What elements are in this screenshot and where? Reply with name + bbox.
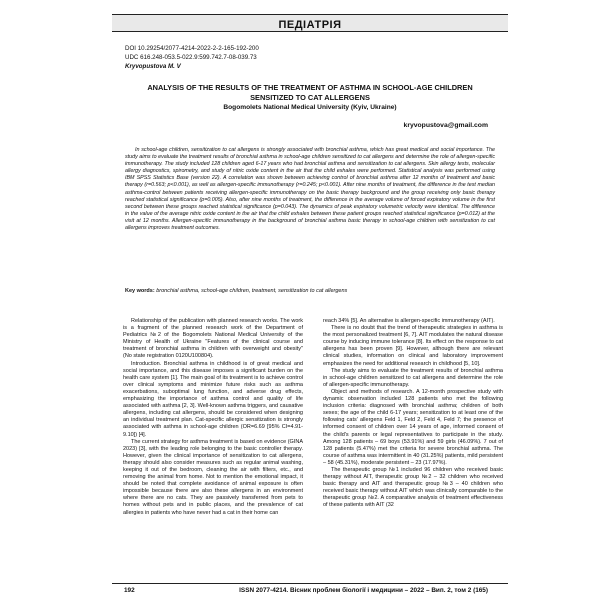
udc-line: UDC 616.248-053.5-022.9:599.742.7-08-039.73 <box>125 54 257 61</box>
article-title: ANALYSIS OF THE RESULTS OF THE TREATMENT OF ASTHMA IN SCHOOL-AGE CHILDREN SENSITIZED TO CAT ALLERGENS <box>147 83 473 102</box>
paragraph-methods: Object and methods of research. A 12-month prospective study with dynamic observation included 128 patients who met the following inclusion criteria: diagnosed with bronchial asthma; children of both sexes; the age of the child 6-17 years; sensitization to at least one of the following cats' allergens Feld 1, Feld 2, Feld 4, Feld 7; the presence of informed consent of children over 14 years of age, informed consent of the child's parents or legal representatives to participate in the study. Among 128 patients – 69 boys (53.91%) and 59 girls (46.09%). 7 out of 128 patients (5.47%) met the criteria for severe bronchial asthma. The course of asthma was intermittent in 40 (31.25%) patients, mild persistent – 58 (45.31%), moderate persistent – 23 (17.97%). <box>323 388 503 466</box>
footer-divider <box>112 583 508 584</box>
right-column <box>323 318 503 510</box>
left-column <box>123 318 303 517</box>
paragraph-trend: There is no doubt that the trend of therapeutic strategies in asthma is the most personalized treatment [6, 7]. AIT modulates the natural disease course by inducing immune tolerance [8]. Its effect on the response to cat allergens has been proven [9]. However, although there are relevant clinical studies, information on clinical and laboratory improvement emphasizes the need for additional research in childhood [5, 10]. <box>323 325 503 367</box>
paragraph-aim: The study aims to evaluate the treatment results of bronchial asthma in school-age children sensitized to cat allergens and determine the role of allergen-specific immunotherapy. <box>323 367 503 388</box>
paragraph-strategy: The current strategy for asthma treatment is based on evidence (GINA 2023) [3], with the leading role belonging to the basic controller therapy. However, given the clinical importance of sensitization to cat allergens, therapy should also consider measures such as regular animal washing, keeping it out of the bedroom, cleaning the air with filters, etc., and removing the animal from home. Not to mention the emotional impact, it should be noted that complete avoidance of animal exposure is often impossible because there are also these allergens in an environment where there are no cats. They are passively transferred from pets to homes without pets and in public places, and the prevalence of cat allergies in patients who have never had a cat in their home can <box>123 438 303 516</box>
keywords <box>125 288 495 295</box>
paragraph-groups: The therapeutic group №1 included 96 children who received basic therapy without AIT, therapeutic group №2 – 32 children who received basic therapy and AIT and therapeutic group №3 – 40 children who received basic therapy without AIT which was clinically comparable to the therapeutic group №2. A comparative analysis of treatment effectiveness of these patients with AIT (32 <box>323 466 503 509</box>
page-number: 192 <box>124 587 135 594</box>
doi-line: DOI 10.29254/2077-4214-2022-2-2-165-192-200 <box>125 45 259 52</box>
paragraph-relationship: Relationship of the publication with planned research works. The work is a fragment of the planned research work of the Department of Pediatrics №2 of the Bogomolets National Medical University of the Ministry of Health of Ukraine "Features of the clinical course and treatment of bronchial asthma in children with overweight and obesity" (No state registration 0120U100804). <box>123 318 303 360</box>
author-name: Kryvopustova M. V <box>125 63 181 70</box>
author-email: kryvopustova@gmail.com <box>403 122 488 129</box>
keywords-text: bronchial asthma, school-age children, treatment, sensitization to cat allergens <box>156 288 348 294</box>
abstract: In school-age children, sensitization to cat allergens is strongly associated with bronchial asthma, which has great medical and social importance. The study aims to evaluate the treatment results of bronchial asthma in school-age children sensitized to cat allergens and determine the role of allergen-specific immunotherapy. The study included 128 children aged 6-17 years who had bronchial asthma and sensitization to cat allergens. Skin allergy tests, molecular allergy diagnostics, spirometry, and study of nitric oxide content in the air that the child exhales were performed. Statistical analysis was performed using IBM SPSS Statistics Base (version 22). A correlation was shown between achieving control of bronchial asthma after 12 months of treatment and basic therapy (r=0.563; p<0.001), as well as allergen-specific immunotherapy (r=0.245; p<0.001). After nine months of treatment, the difference in the test median asthma-control between patients receiving allergen-specific immunotherapy on the basic therapy background and the group receiving only basic therapy reached statistical significance (p=0.005). Also, after nine months of treatment, the difference in the average volume of forced expiratory volume in the first second between these groups reached statistical significance (p=0.043). The dynamics of peak expiratory volumetric velocity were identical. The difference in the value of the average nitric oxide content in the air that the child exhales between these patient groups reached statistical significance (p=0.012) at the visit at 12 months. Allergen-specific immunotherapy in the background of bronchial asthma basic therapy in school-age children with sensitization to cat allergens improves treatment outcomes. <box>125 147 495 232</box>
section-title: ПЕДІАТРІЯ <box>278 19 342 31</box>
keywords-label: Key words: <box>125 288 155 294</box>
paragraph-continuation: reach 34% [5]. An alternative is allergen-specific immunotherapy (AIT). <box>323 318 495 324</box>
paragraph-introduction: Introduction. Bronchial asthma in childhood is of great medical and social importance, and this disease imposes a significant burden on the health care system [1]. The main goal of its treatment is to achieve control over clinical symptoms and minimize future risks such as asthma exacerbations, suboptimal lung function, and adverse drug effects, emphasizing the importance of asthma control and quality of life associated with asthma [2, 3]. Well-known asthma triggers, and causative allergens, including cat allergens, should be considered when designing an individual treatment plan. Cat-specific allergic sensitization is strongly associated with asthma in school-age children (OR=6.69 [95% CI=4.91-9.10]) [4]. <box>123 360 303 438</box>
affiliation: Bogomolets National Medical University (Kyiv, Ukraine) <box>223 104 397 111</box>
journal-info: ISSN 2077-4214. Вісник проблем біології і медицини – 2022 – Вип. 2, том 2 (165) <box>239 587 488 594</box>
section-header <box>112 14 508 32</box>
